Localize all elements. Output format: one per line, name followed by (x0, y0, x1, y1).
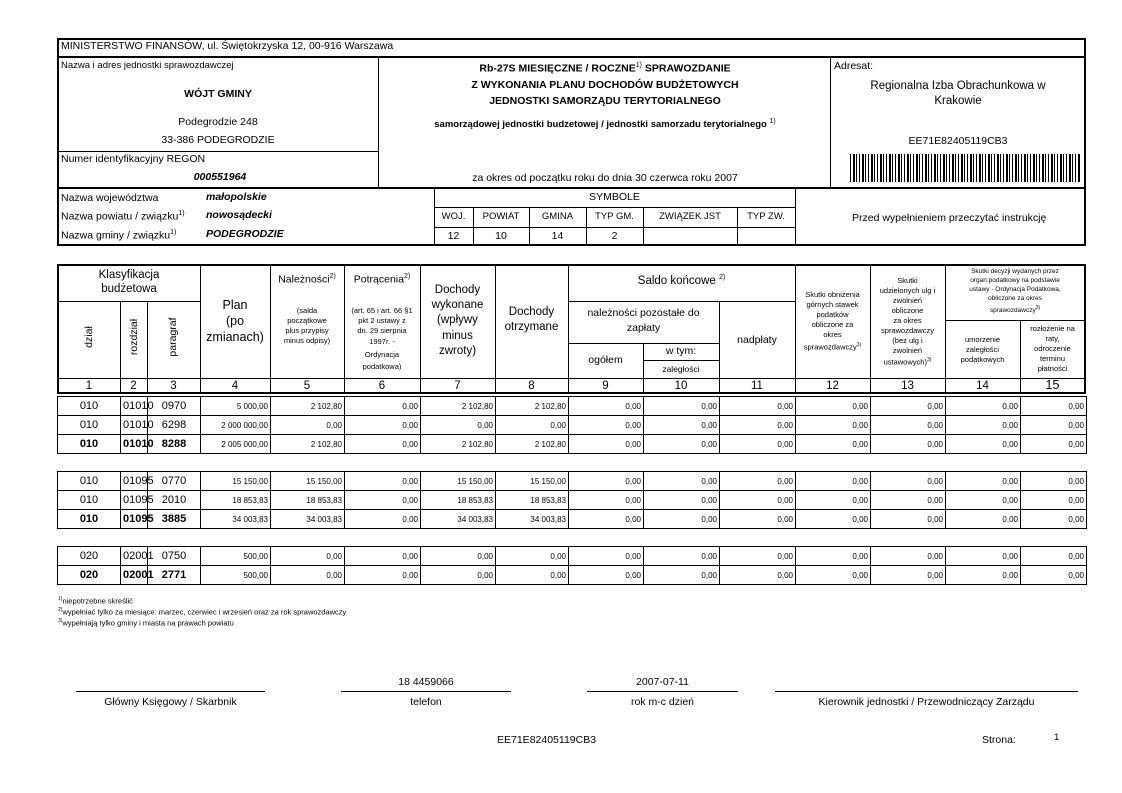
table-row (58, 435, 1087, 454)
table-cell: 2 102,80 (421, 435, 496, 454)
header-umorzenie-2: zaległości (966, 345, 999, 354)
report-title-line2: Z WYKONANIA PLANU DOCHODÓW BUDŻETOWYCH (471, 79, 739, 91)
header-skutki-obnizenia-4: obliczone za (811, 320, 854, 329)
header-potracenia-desc-2: pkt 2 ustawy z (358, 316, 406, 325)
table-cell: 01095 (121, 510, 148, 529)
table-cell: 2771 (148, 566, 201, 585)
table-cell: 0,00 (1021, 566, 1087, 585)
table-gap-row (58, 454, 1087, 472)
table-cell: 0,00 (345, 547, 421, 566)
table-cell: 2 005 000,00 (201, 435, 271, 454)
header-potracenia-desc-5: Ordynacja (364, 350, 400, 359)
header-skutki-obnizenia-2: górnych stawek (806, 300, 859, 309)
header-potracenia-desc-1: (art. 65 i art. 66 §1 (351, 306, 413, 315)
signature-head: Kierownik jednostki / Przewodniczący Zarządu (818, 696, 1035, 708)
header-dochody-wykonane-5: zwroty) (438, 345, 477, 357)
header-potracenia-desc-4: 1997r. - (369, 337, 395, 346)
header-rozlozenie-2: raty, (1045, 334, 1060, 343)
table-cell: 0,00 (720, 416, 796, 435)
table-cell: 0,00 (720, 566, 796, 585)
header-nadplaty: nadpłaty (737, 334, 777, 346)
header-plan-2: (po (225, 314, 245, 328)
table-cell: 010 (58, 397, 121, 416)
table-cell: 010 (58, 435, 121, 454)
table-cell: 2010 (148, 491, 201, 510)
table-cell: 0,00 (871, 566, 946, 585)
table-cell: 500,00 (201, 547, 271, 566)
header-skutki-ulg-3: zwolnień (892, 296, 923, 305)
table-cell: 0,00 (946, 435, 1021, 454)
table-cell: 020 (58, 566, 121, 585)
table-cell: 34 003,83 (201, 510, 271, 529)
header-dzial: dział (83, 326, 95, 348)
column-number: 9 (602, 380, 609, 392)
table-cell: 0,00 (271, 566, 345, 585)
table-cell: 2 102,80 (271, 397, 345, 416)
header-dochody-otrzymane-1: Dochody (508, 306, 555, 318)
symbol-header-zwiazek: ZWIĄZEK JST (659, 211, 721, 222)
table-row (58, 510, 1087, 529)
header-rozlozenie-5: płatności (1037, 364, 1068, 373)
table-cell: 0,00 (946, 566, 1021, 585)
header-naleznosci-desc-1: (salda (296, 306, 318, 315)
table-cell: 01095 (121, 472, 148, 491)
table-cell: 0,00 (720, 510, 796, 529)
column-number: 2 (130, 380, 137, 392)
header-rozlozenie-4: terminu (1039, 354, 1065, 363)
table-cell: 01010 (121, 435, 148, 454)
table-cell: 0,00 (496, 566, 569, 585)
page-label: Strona: (982, 734, 1016, 746)
column-number: 1 (85, 380, 93, 392)
table-cell: 0,00 (345, 491, 421, 510)
table-row (58, 416, 1087, 435)
column-number: 13 (901, 380, 914, 392)
table-cell: 0,00 (569, 547, 644, 566)
symbol-header-typgm: TYP GM. (595, 211, 634, 222)
header-rozlozenie-3: odroczenie (1034, 344, 1071, 353)
report-title-line1: Rb-27S MIESIĘCZNE / ROCZNE$^{1)}$ SPRAWOZDANIE (479, 62, 731, 75)
header-klasyfikacja-1: Klasyfikacja (98, 269, 160, 281)
header-naleznosci-pozostale-2: zapłaty (626, 322, 661, 334)
table-cell: 0,00 (644, 472, 720, 491)
report-subtitle: samorządowej jednostki budzetowej / jednostki samorzadu terytorialnego $^{1)}$ (434, 118, 776, 131)
header-naleznosci-desc-2: początkowe (287, 316, 327, 325)
table-cell: 0,00 (871, 510, 946, 529)
table-row (58, 397, 1087, 416)
header-skutki-ulg-8: zwolnień (892, 346, 923, 355)
table-cell: 0,00 (421, 416, 496, 435)
table-cell: 0,00 (720, 491, 796, 510)
table-cell: 0,00 (796, 416, 871, 435)
table-cell: 2 102,80 (496, 435, 569, 454)
report-period: za okres od początku roku do dnia 30 czerwca roku 2007 (472, 172, 738, 184)
regon-label: Numer identyfikacyjny REGON (61, 153, 206, 165)
table-cell: 010 (58, 416, 121, 435)
header-potracenia-desc-6: podatkowa) (362, 362, 402, 371)
table-cell: 02001 (121, 547, 148, 566)
table-cell: 0,00 (421, 566, 496, 585)
addressee-name-line2: Krakowie (934, 95, 982, 107)
table-cell: 0,00 (720, 472, 796, 491)
table-cell: 0,00 (569, 397, 644, 416)
header-ogolem: ogółem (588, 354, 623, 366)
table-cell: 0,00 (644, 510, 720, 529)
header-dochody-otrzymane-2: otrzymane (504, 321, 559, 333)
data-table (57, 396, 1087, 585)
table-row (58, 547, 1087, 566)
header-skutki-decyzji-5: sprawozdawczy$^{3)}$ (989, 305, 1041, 315)
symbol-header-powiat: POWIAT (482, 211, 520, 222)
table-cell: 0,00 (946, 491, 1021, 510)
table-cell: 15 150,00 (421, 472, 496, 491)
table-cell: 0,00 (871, 416, 946, 435)
table-cell: 6298 (148, 416, 201, 435)
table-cell: 010 (58, 491, 121, 510)
column-number: 10 (674, 380, 688, 392)
header-umorzenie-1: umorzenie (964, 335, 1001, 344)
symbol-value-woj: 12 (447, 230, 460, 242)
header-skutki-obnizenia-6: sprawozdawczy$^{3)}$ (803, 342, 862, 352)
header-dochody-wykonane-4: minus (442, 330, 473, 342)
unit-label: Nazwa i adres jednostki sprawozdawczej (61, 60, 234, 71)
symbol-value-gmina: 14 (551, 230, 564, 242)
column-number: 14 (976, 380, 989, 392)
phone-value: 18 4459066 (398, 676, 454, 688)
table-cell: 0970 (148, 397, 201, 416)
table-cell: 0,00 (946, 510, 1021, 529)
table-gap-row (58, 529, 1087, 547)
table-cell: 0,00 (644, 397, 720, 416)
table-cell: 01095 (121, 491, 148, 510)
header-skutki-decyzji-1: Skutki decyzji wydanych przez (971, 268, 1059, 275)
table-cell: 0,00 (720, 435, 796, 454)
addressee-name-line1: Regionalna Izba Obrachunkowa w (870, 80, 1046, 92)
header-naleznosci: Należności$^{2)}$ (278, 273, 336, 286)
table-row (58, 566, 1087, 585)
table-cell: 0,00 (569, 472, 644, 491)
instruction-note: Przed wypełnieniem przeczytać instrukcję (852, 212, 1047, 224)
table-cell: 0,00 (946, 472, 1021, 491)
table-cell: 0750 (148, 547, 201, 566)
header-potracenia: Potrącenia$^{2)}$ (353, 273, 411, 286)
unit-address-line1: Podegrodzie 248 (178, 116, 258, 128)
symbol-value-typgm: 2 (611, 230, 618, 242)
table-cell: 34 003,83 (421, 510, 496, 529)
header-dochody-wykonane-2: wykonane (431, 299, 484, 311)
header-plan-1: Plan (222, 298, 248, 312)
table-cell: 0,00 (345, 510, 421, 529)
header-skutki-ulg-4: obliczone (891, 306, 924, 315)
column-number: 7 (454, 380, 461, 392)
ministry-line: MINISTERSTWO FINANSÓW, ul. Świętokrzyska 12, 00-916 Warszawa (61, 40, 394, 52)
column-number: 3 (170, 380, 177, 392)
header-potracenia-desc-3: dn. 29 sierpnia (357, 326, 407, 335)
header-skutki-ulg-7: (bez ulg i (892, 336, 923, 345)
region-gmina-value: PODEGRODZIE (206, 228, 284, 240)
table-cell: 0,00 (1021, 435, 1087, 454)
table-cell: 0,00 (271, 547, 345, 566)
table-cell: 5 000,00 (201, 397, 271, 416)
header-skutki-decyzji-2: organ podatkowy na podstawie (970, 277, 1060, 284)
column-number: 5 (303, 380, 311, 392)
header-skutki-obnizenia-3: podatków (816, 310, 849, 319)
table-cell: 0,00 (796, 547, 871, 566)
header-rozdzial: rozdział (128, 318, 140, 356)
header-skutki-obnizenia-5: okres (823, 330, 842, 339)
footnote-2: $^{2)}$wypełniać tylko za miesiące: marzec, czerwiec i wrzesień oraz za rok sprawozdawczy (58, 607, 347, 617)
regon-value: 000551964 (193, 171, 247, 183)
header-plan-3: zmianach) (206, 330, 264, 344)
table-cell: 02001 (121, 566, 148, 585)
barcode (850, 154, 1080, 182)
table-cell: 01010 (121, 397, 148, 416)
table-cell: 18 853,83 (496, 491, 569, 510)
header-skutki-decyzji-4: obliczone za okres (988, 295, 1042, 302)
header-umorzenie-3: podatkowych (960, 355, 1005, 364)
date-value: 2007-07-11 (636, 676, 689, 688)
date-label: rok m-c dzień (630, 696, 694, 708)
report-title-line3: JEDNOSTKI SAMORZĄDU TERYTORIALNEGO (489, 95, 721, 107)
table-cell: 0,00 (871, 547, 946, 566)
column-number: 8 (528, 380, 535, 392)
table-cell: 2 102,80 (421, 397, 496, 416)
header-rozlozenie-1: rozłożenie na (1030, 324, 1075, 333)
table-cell: 0,00 (345, 472, 421, 491)
table-cell: 0,00 (946, 397, 1021, 416)
footnote-3: $^{3)}$wypełniają tylko gminy i miasta na prawach powiatu (58, 618, 234, 628)
header-skutki-ulg-5: za okres (893, 316, 922, 325)
header-skutki-ulg-6: sprawozdawczy (881, 326, 934, 335)
header-w-tym: w tym: (665, 345, 697, 357)
table-cell: 18 853,83 (421, 491, 496, 510)
region-gmina-label: Nazwa gminy / związku$^{1)}$ (61, 229, 177, 242)
table-cell: 0,00 (644, 435, 720, 454)
addressee-label: Adresat: (834, 60, 874, 72)
symbol-header-gmina: GMINA (541, 211, 574, 222)
table-cell: 0,00 (1021, 510, 1087, 529)
addressee-code: EE71E82405119CB3 (908, 135, 1008, 147)
table-cell: 0,00 (421, 547, 496, 566)
table-cell: 3885 (148, 510, 201, 529)
column-number: 15 (1045, 378, 1060, 392)
table-cell: 020 (58, 547, 121, 566)
symbols-title: SYMBOLE (589, 191, 640, 203)
header-dochody-wykonane-3: (wpływy (437, 314, 478, 326)
table-cell: 2 102,80 (496, 397, 569, 416)
table-cell: 18 853,83 (271, 491, 345, 510)
table-cell: 0770 (148, 472, 201, 491)
header-saldo: Saldo końcowe $^{2)}$ (637, 274, 726, 287)
table-cell: 34 003,83 (271, 510, 345, 529)
table-cell: 0,00 (569, 416, 644, 435)
table-cell: 34 003,83 (496, 510, 569, 529)
table-cell: 2 000 000,00 (201, 416, 271, 435)
header-naleznosci-pozostale-1: należności pozostałe do (587, 307, 700, 319)
header-skutki-ulg-1: Skutki (897, 276, 918, 285)
signature-accountant: Główny Księgowy / Skarbnik (104, 696, 237, 708)
table-cell: 0,00 (946, 416, 1021, 435)
table-cell: 010 (58, 472, 121, 491)
page-number: 1 (1054, 732, 1060, 743)
header-paragraf: paragraf (167, 317, 179, 357)
table-cell: 0,00 (720, 547, 796, 566)
region-pow-label: Nazwa powiatu / związku$^{1)}$ (61, 210, 185, 223)
unit-name: WÓJT GMINY (184, 88, 252, 100)
header-skutki-decyzji-3: ustawy - Ordynacja Podatkowa, (969, 286, 1061, 293)
table-cell: 0,00 (569, 435, 644, 454)
table-cell: 01010 (121, 416, 148, 435)
phone-label: telefon (410, 696, 442, 708)
symbol-header-typzw: TYP ZW. (747, 211, 785, 222)
table-cell: 15 150,00 (271, 472, 345, 491)
header-skutki-ulg-2: udzielonych ulg i (879, 286, 936, 295)
table-cell: 8288 (148, 435, 201, 454)
table-cell: 0,00 (644, 547, 720, 566)
table-cell: 0,00 (720, 397, 796, 416)
table-cell: 0,00 (644, 416, 720, 435)
region-woj-value: małopolskie (206, 191, 267, 203)
symbol-value-powiat: 10 (495, 230, 507, 242)
column-number: 11 (751, 380, 763, 392)
header-klasyfikacja-2: budżetowa (101, 283, 157, 295)
table-cell: 0,00 (796, 510, 871, 529)
table-cell: 18 853,83 (201, 491, 271, 510)
table-cell: 0,00 (946, 547, 1021, 566)
header-naleznosci-desc-3: plus przypisy (285, 326, 329, 335)
table-cell: 0,00 (1021, 491, 1087, 510)
table-row (58, 472, 1087, 491)
header-zaleglosci: zaległości (662, 364, 700, 374)
column-number: 4 (231, 380, 239, 392)
region-pow-value: nowosądecki (206, 209, 272, 221)
table-cell: 0,00 (796, 435, 871, 454)
table-cell: 15 150,00 (496, 472, 569, 491)
header-dochody-wykonane-1: Dochody (434, 284, 481, 296)
unit-address-line2: 33-386 PODEGRODZIE (161, 134, 275, 146)
table-cell: 0,00 (796, 491, 871, 510)
column-number: 12 (826, 380, 839, 392)
table-cell: 2 102,80 (271, 435, 345, 454)
table-cell: 0,00 (496, 547, 569, 566)
table-cell: 0,00 (1021, 547, 1087, 566)
table-cell: 0,00 (345, 435, 421, 454)
column-number: 6 (378, 380, 386, 392)
table-cell: 0,00 (345, 416, 421, 435)
table-cell: 0,00 (644, 566, 720, 585)
table-cell: 0,00 (569, 566, 644, 585)
table-cell: 0,00 (345, 397, 421, 416)
table-cell: 0,00 (644, 491, 720, 510)
table-cell: 15 150,00 (201, 472, 271, 491)
table-cell: 0,00 (1021, 416, 1087, 435)
table-cell: 0,00 (1021, 397, 1087, 416)
table-row (58, 491, 1087, 510)
region-woj-label: Nazwa województwa (61, 192, 159, 204)
table-cell: 0,00 (871, 435, 946, 454)
table-cell: 0,00 (796, 472, 871, 491)
table-cell: 0,00 (871, 472, 946, 491)
footer-code: EE71E82405119CB3 (497, 734, 597, 746)
footnote-1: $^{1)}$niepotrzebne skreślić (58, 596, 133, 606)
symbol-header-woj: WOJ. (441, 211, 466, 222)
header-skutki-ulg-9: ustawowych)$^{3)}$ (883, 357, 932, 367)
table-cell: 0,00 (569, 510, 644, 529)
header-skutki-obnizenia-1: Skutki obniżenia (805, 290, 860, 299)
table-cell: 0,00 (796, 566, 871, 585)
table-cell: 0,00 (271, 416, 345, 435)
table-cell: 0,00 (345, 566, 421, 585)
header-naleznosci-desc-4: minus odpisy) (283, 336, 331, 345)
table-cell: 0,00 (1021, 472, 1087, 491)
table-cell: 0,00 (796, 397, 871, 416)
table-cell: 010 (58, 510, 121, 529)
table-cell: 0,00 (496, 416, 569, 435)
table-cell: 500,00 (201, 566, 271, 585)
table-cell: 0,00 (871, 491, 946, 510)
table-cell: 0,00 (871, 397, 946, 416)
table-cell: 0,00 (569, 491, 644, 510)
